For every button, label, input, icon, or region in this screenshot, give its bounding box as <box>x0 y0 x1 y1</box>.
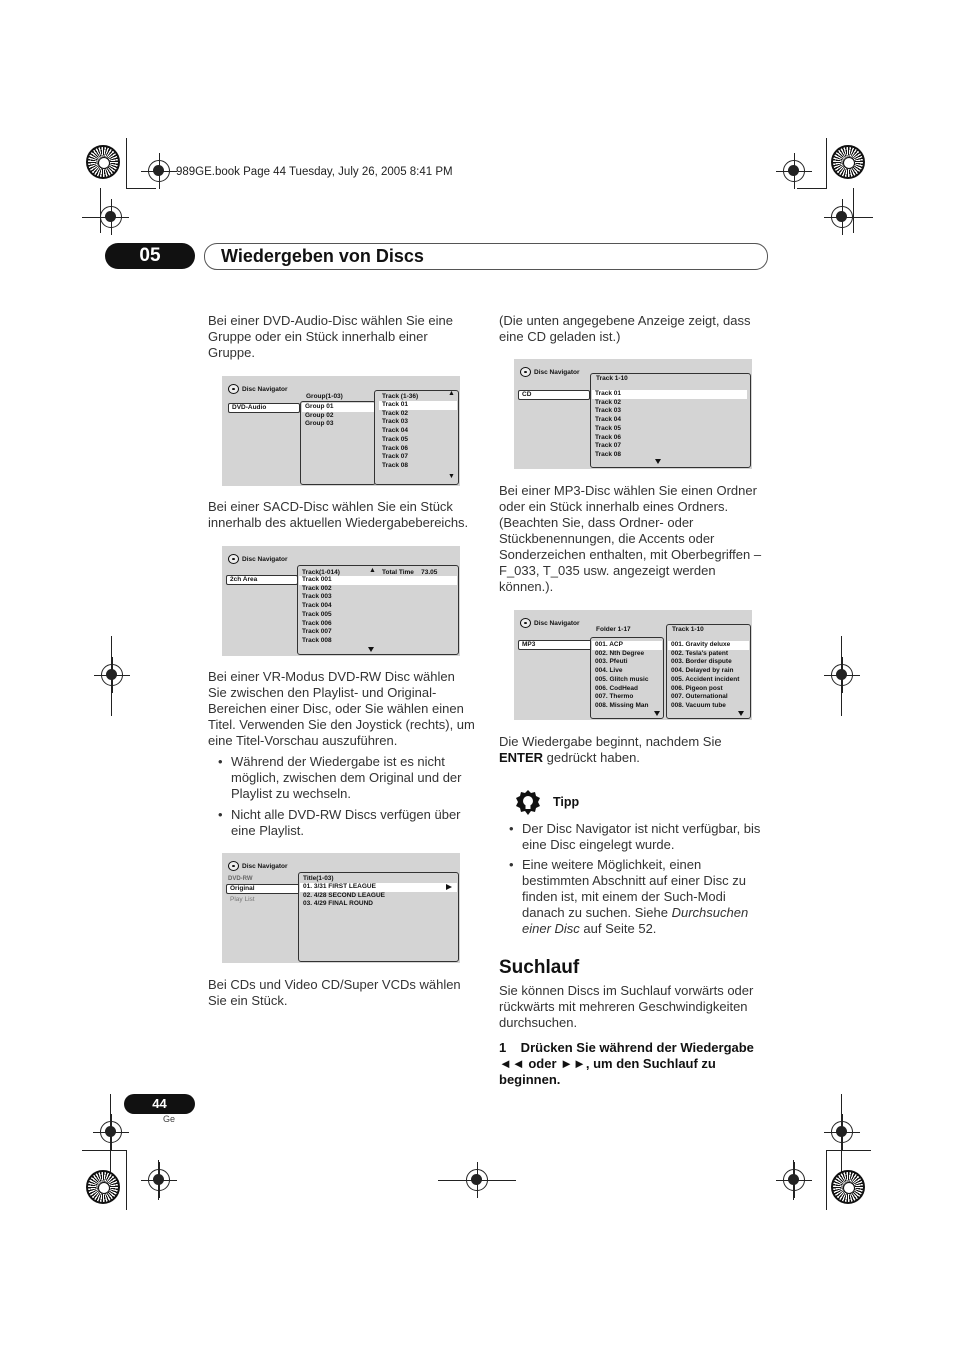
list-item[interactable]: Track 004 <box>302 602 332 610</box>
disc-icon <box>228 554 239 564</box>
down-arrow-icon: ▼ <box>448 473 455 480</box>
disc-type-label: MP3 <box>518 640 592 650</box>
list-item[interactable]: Track 008 <box>302 636 332 644</box>
page-number: 44 <box>124 1094 195 1114</box>
list-item[interactable]: 003. Border dispute <box>671 658 732 666</box>
option-original[interactable]: Original <box>226 884 300 894</box>
group-pane-head: Group(1-03) <box>306 393 343 400</box>
list-item[interactable]: Track 03 <box>382 418 409 426</box>
tip-item: • Der Disc Navigator ist nicht verfügbar, bis eine Disc eingelegt wurde. <box>522 821 768 853</box>
paragraph-enter: Die Wiedergabe beginnt, nachdem Sie ENTER gedrückt haben. <box>499 734 722 765</box>
page-language: Ge <box>163 1114 176 1124</box>
list-item[interactable]: Track 003 <box>302 593 332 601</box>
down-arrow-icon <box>654 711 660 716</box>
paragraph-cd-note: (Die unten angegebene Anzeige zeigt, dass eine CD geladen ist.) <box>499 313 751 344</box>
registration-target-icon <box>100 1121 122 1143</box>
disc-icon <box>520 618 531 628</box>
step-instruction: 1 Drücken Sie während der Wiedergabe ◄◄ oder ►►, um den Suchlauf zu beginnen. <box>499 1040 758 1087</box>
track-pane-head: Track(1-014) <box>302 569 340 576</box>
screen-title: Disc Navigator <box>228 384 288 394</box>
down-arrow-icon <box>655 459 661 464</box>
list-item[interactable]: 004. Live <box>595 667 623 675</box>
list-item[interactable]: Track 002 <box>302 584 332 592</box>
registration-star-icon <box>86 1170 120 1204</box>
list-item[interactable]: 03. 4/29 FINAL ROUND <box>303 900 373 908</box>
tip-label: Tipp <box>553 795 580 809</box>
screen-title: Disc Navigator <box>520 367 580 377</box>
registration-target-icon <box>148 160 170 182</box>
list-item[interactable]: 008. Vacuum tube <box>671 701 726 709</box>
list-item[interactable]: Track 08 <box>595 450 622 458</box>
list-item[interactable]: 007. Outernational <box>671 693 728 701</box>
registration-target-icon <box>148 1169 170 1191</box>
track-list <box>668 641 749 711</box>
registration-star-icon <box>831 145 865 179</box>
chapter-number: 05 <box>105 243 195 269</box>
down-arrow-icon <box>738 711 744 716</box>
disc-icon <box>228 861 239 871</box>
list-item[interactable]: Track 04 <box>595 416 622 424</box>
title-pane-head: Title(1-03) <box>303 875 334 882</box>
list-item[interactable]: Group 02 <box>305 411 334 419</box>
list-item[interactable]: 005. Glitch music <box>595 675 649 683</box>
screen-mp3 <box>514 610 752 720</box>
total-time: Total Time 73.05 <box>382 569 438 576</box>
list-item[interactable]: Track 007 <box>302 628 332 636</box>
list-item[interactable]: Track 005 <box>302 610 332 618</box>
track-list <box>379 401 457 471</box>
section-title: Suchlauf <box>499 957 580 978</box>
track-pane-head: Track 1-10 <box>596 375 628 382</box>
list-item[interactable]: 02. 4/28 SECOND LEAGUE <box>303 891 385 899</box>
disc-icon <box>520 367 531 377</box>
list-item[interactable]: Track 05 <box>382 435 409 443</box>
list-item[interactable]: 002. Nth Degree <box>595 649 645 657</box>
list-item[interactable]: 001. ACP <box>592 641 662 650</box>
track-pane-head: Track (1-36) <box>382 393 419 400</box>
bullet-item: • Nicht alle DVD-RW Discs verfügen über eine Playlist. <box>231 807 477 839</box>
list-item[interactable]: Track 05 <box>595 424 622 432</box>
list-item[interactable]: Track 02 <box>595 398 622 406</box>
disc-type-label: DVD-Audio <box>228 403 300 413</box>
list-item[interactable]: Track 01 <box>379 401 457 410</box>
disc-type-label: 2ch Area <box>226 575 298 585</box>
list-item[interactable]: Track 03 <box>595 407 622 415</box>
list-item[interactable]: Track 06 <box>382 444 409 452</box>
paragraph-sacd: Bei einer SACD-Disc wählen Sie ein Stück innerhalb des aktuellen Wiedergabebereichs. <box>208 499 469 530</box>
paragraph-dvd-audio: Bei einer DVD-Audio-Disc wählen Sie eine Gruppe oder ein Stück innerhalb einer Gruppe. <box>208 313 453 360</box>
registration-star-icon <box>831 1170 865 1204</box>
list-item[interactable]: 002. Tesla's patent <box>671 649 729 657</box>
list-item[interactable]: Group 03 <box>305 420 334 428</box>
tip-item: • Eine weitere Möglichkeit, einen bestimmten Abschnitt auf einer Disc zu finden ist, mit einem der Such-Modi danach zu suchen. Siehe Durchsuchen einer Disc auf Seite 52. <box>522 857 768 937</box>
book-info: 989GE.book Page 44 Tuesday, July 26, 2005 8:41 PM <box>176 166 453 178</box>
paragraph-cd: Bei CDs und Video CD/Super VCDs wählen Sie ein Stück. <box>208 977 461 1008</box>
registration-target-icon <box>100 206 122 228</box>
group-list <box>302 403 375 429</box>
screen-dvd-rw <box>222 853 460 963</box>
registration-target-icon <box>783 1169 805 1191</box>
list-item[interactable]: Track 02 <box>382 409 409 417</box>
disc-type-label: CD <box>518 390 590 400</box>
list-item[interactable]: 003. Pfeuti <box>595 658 628 666</box>
list-item[interactable]: Track 006 <box>302 619 332 627</box>
disc-type-label: DVD-RW <box>228 876 253 882</box>
list-item[interactable]: Track 001 <box>299 576 457 585</box>
up-down-arrow-icon: ▲ <box>369 567 376 574</box>
list-item[interactable]: Track 06 <box>595 433 622 441</box>
option-playlist[interactable]: Play List <box>230 896 255 903</box>
list-item[interactable]: Track 07 <box>382 453 409 461</box>
title-list <box>300 883 457 909</box>
disc-icon <box>228 384 239 394</box>
down-arrow-icon <box>368 647 374 652</box>
list-item[interactable]: 006. Pigeon post <box>671 684 723 692</box>
folder-list <box>592 641 662 711</box>
paragraph-mp3: Bei einer MP3-Disc wählen Sie einen Ordner oder ein Stück innerhalb eines Ordners. (Beachten Sie, dass Ordner- oder Stückbenennungen, die Accents oder Sonderzeichen enthalten, mit Oberbegriffen – F_033, T_035 usw. angezeigt werden können.). <box>499 483 762 594</box>
screen-title: Disc Navigator <box>228 554 288 564</box>
registration-target-icon <box>101 664 123 686</box>
registration-target-icon <box>831 664 853 686</box>
list-item[interactable]: 008. Missing Man <box>595 701 649 709</box>
list-item[interactable]: Track 07 <box>595 442 622 450</box>
screen-dvd-audio <box>222 376 460 486</box>
track-list <box>592 390 747 460</box>
list-item[interactable]: 004. Delayed by rain <box>671 667 734 675</box>
list-item[interactable]: 01. 3/31 FIRST LEAGUE <box>300 883 457 892</box>
paragraph-vr-mode: Bei einer VR-Modus DVD-RW Disc wählen Sie zwischen den Playlist- und Original-Bereichen einer Disc, oder Sie wählen einen Titel. Verwenden Sie den Joystick (rechts), um eine Titel-Vorschau auszuführen. <box>208 669 475 748</box>
list-item[interactable]: 007. Thermo <box>595 693 634 701</box>
right-arrow-icon <box>446 884 452 890</box>
folder-pane-head: Folder 1-17 <box>596 626 631 633</box>
up-arrow-icon: ▲ <box>448 390 455 397</box>
screen-title: Disc Navigator <box>228 861 288 871</box>
bullet-item: • Während der Wiedergabe ist es nicht möglich, zwischen dem Original und der Playlist zu wechseln. <box>231 754 477 802</box>
track-pane-head: Track 1-10 <box>672 626 704 633</box>
lightbulb-icon <box>514 789 542 817</box>
list-item[interactable]: 006. CodHead <box>595 684 638 692</box>
track-list <box>299 576 457 646</box>
screen-cd <box>514 359 752 469</box>
list-item[interactable]: 001. Gravity deluxe <box>668 641 749 650</box>
list-item[interactable]: Track 01 <box>592 390 747 399</box>
screen-sacd <box>222 546 460 656</box>
chapter-title: Wiedergeben von Discs <box>204 243 768 270</box>
registration-target-icon <box>831 1121 853 1143</box>
list-item[interactable]: 005. Accident incident <box>671 675 740 683</box>
list-item[interactable]: Group 01 <box>302 403 375 412</box>
registration-target-icon <box>783 160 805 182</box>
registration-target-icon <box>831 206 853 228</box>
section-paragraph: Sie können Discs im Suchlauf vorwärts oder rückwärts mit mehreren Geschwindigkeiten durchsuchen. <box>499 983 754 1030</box>
screen-title: Disc Navigator <box>520 618 580 628</box>
list-item[interactable]: Track 08 <box>382 461 409 469</box>
list-item[interactable]: Track 04 <box>382 427 409 435</box>
registration-star-icon <box>86 145 120 179</box>
